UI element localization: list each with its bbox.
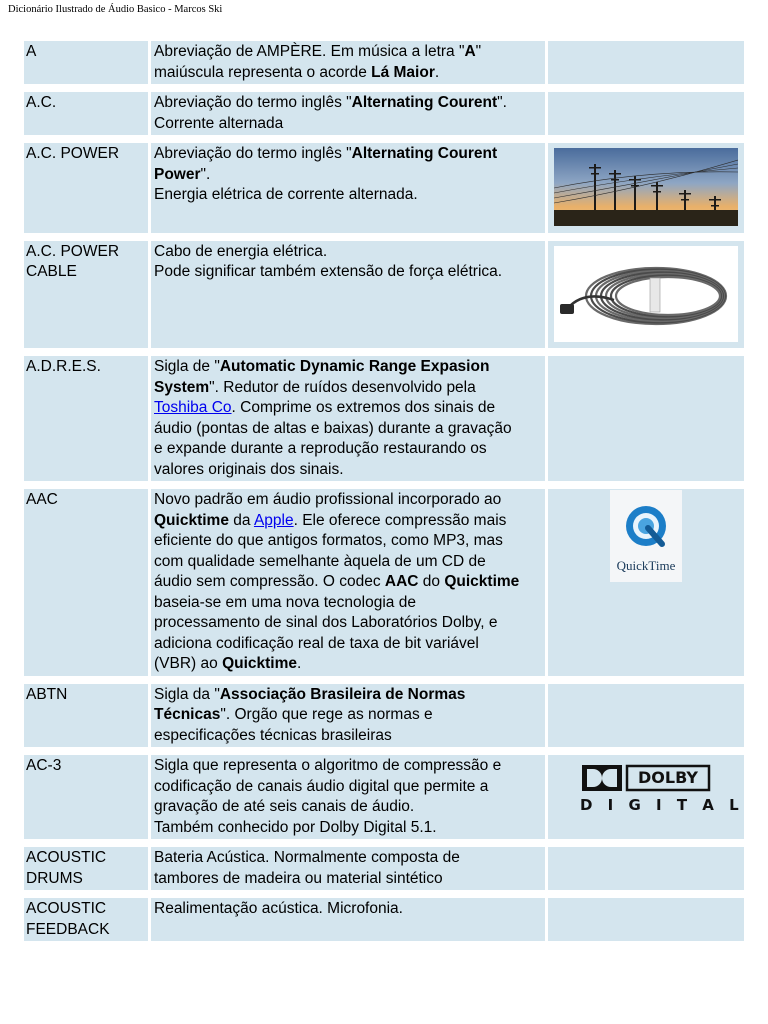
glossary-row	[24, 92, 744, 135]
definition-line	[154, 869, 543, 890]
definition-text: . Ele oferece compressão mais	[293, 511, 507, 529]
definition-text: . Comprime os extremos dos sinais de	[231, 399, 496, 416]
glossary-definition	[151, 143, 548, 233]
glossary-row	[24, 684, 744, 748]
glossary-row	[24, 356, 744, 481]
glossary-row	[24, 143, 744, 233]
term-line: ACOUSTIC	[26, 900, 107, 917]
dolby-logo-text: DOLBY	[638, 768, 698, 787]
definition-line	[154, 63, 543, 84]
term-line: A.C.	[26, 94, 57, 111]
glossary-illustration-cell	[548, 755, 744, 839]
definition-text: Sigla que representa o algoritmo de compressão e	[154, 757, 502, 774]
definition-text: maiúscula representa o acorde	[154, 63, 372, 81]
definition-link[interactable]: Apple	[253, 511, 294, 529]
definition-text: ".	[200, 165, 211, 183]
definition-line	[154, 439, 543, 460]
definition-text: áudio sem compressão. O codec	[154, 573, 385, 590]
definition-text: eficiente do que antigos formatos, como MP3, mas	[154, 532, 503, 549]
definition-line	[154, 165, 543, 186]
definition-text: baseia-se em uma nova tecnologia de	[154, 593, 416, 611]
glossary-term	[24, 92, 151, 135]
glossary-illustration-cell	[548, 898, 744, 941]
glossary-definition	[151, 755, 548, 839]
definition-text: Energia elétrica de corrente alternada.	[154, 186, 418, 203]
definition-text: Abreviação do termo inglês "	[154, 145, 352, 162]
definition-bold-text: AAC	[384, 573, 419, 590]
glossary-row	[24, 755, 744, 839]
definition-line	[154, 511, 543, 532]
definition-bold-text: Associação Brasileira de Normas	[219, 685, 466, 703]
definition-line	[154, 357, 543, 378]
definition-line	[154, 654, 543, 675]
definition-text: adiciona codificação real de taxa de bit variável	[154, 634, 479, 652]
definition-line	[154, 460, 543, 481]
glossary-term	[24, 684, 151, 748]
definition-text: ". Orgão que rege as normas e	[220, 706, 433, 723]
definition-line	[154, 185, 543, 206]
glossary-term	[24, 241, 151, 349]
glossary-term	[24, 489, 151, 676]
definition-text: Bateria Acústica. Normalmente composta de	[154, 849, 460, 866]
definition-bold-text: Técnicas	[154, 706, 221, 723]
dolby-digital-logo	[580, 763, 744, 815]
glossary-row	[24, 847, 744, 890]
definition-line	[154, 419, 543, 440]
definition-bold-text: Quicktime	[444, 573, 520, 590]
term-line: A.C. POWER	[26, 145, 120, 162]
definition-line	[154, 848, 543, 869]
term-line: CABLE	[26, 263, 77, 280]
definition-text: valores originais dos sinais.	[154, 460, 344, 478]
term-line: A.D.R.E.S.	[26, 358, 101, 375]
definition-bold-text: Automatic Dynamic Range Expasion	[219, 358, 490, 375]
glossary-term	[24, 898, 151, 941]
definition-line	[154, 572, 543, 593]
definition-text: .	[297, 655, 302, 672]
definition-text: Cabo de energia elétrica.	[154, 242, 328, 260]
glossary-term	[24, 143, 151, 233]
definition-bold-text: A	[464, 43, 476, 60]
glossary-term	[24, 755, 151, 839]
glossary-table	[24, 33, 744, 949]
glossary-illustration-cell	[548, 92, 744, 135]
quicktime-logo	[610, 490, 682, 582]
term-line: DRUMS	[26, 869, 83, 887]
definition-text: do	[418, 573, 445, 590]
definition-text: áudio (pontas de altas e baixas) durante a gravação	[154, 419, 512, 437]
glossary-definition	[151, 489, 548, 676]
power-lines-photo	[554, 148, 738, 226]
definition-bold-text: Lá Maior	[371, 63, 435, 81]
definition-line	[154, 726, 543, 747]
definition-line	[154, 114, 543, 135]
definition-text: Abreviação do termo inglês "	[154, 94, 352, 111]
glossary-illustration-cell	[548, 489, 744, 676]
definition-line	[154, 685, 543, 706]
definition-text: gravação de até seis canais de áudio.	[154, 798, 415, 815]
dolby-digital-subtext: D I G I T A L	[580, 796, 744, 814]
term-line: AC-3	[26, 757, 62, 774]
term-line: A	[26, 43, 37, 60]
definition-text: Corrente alternada	[154, 114, 284, 132]
glossary-definition	[151, 41, 548, 84]
definition-text: Sigla de "	[154, 358, 220, 375]
definition-text: (VBR) ao	[154, 655, 223, 672]
term-line: A.C. POWER	[26, 242, 120, 260]
definition-bold-text: Quicktime	[154, 511, 229, 529]
definition-bold-text: Power	[154, 165, 201, 183]
definition-line	[154, 42, 543, 63]
glossary-term	[24, 41, 151, 84]
definition-line	[154, 797, 543, 818]
definition-text: Novo padrão em áudio profissional incorporado ao	[154, 491, 502, 508]
definition-bold-text: Alternating Courent	[351, 94, 498, 111]
glossary-illustration-cell	[548, 41, 744, 84]
glossary-definition	[151, 241, 548, 349]
definition-text: Também conhecido por Dolby Digital 5.1.	[154, 818, 437, 836]
definition-text: Realimentação acústica. Microfonia.	[154, 900, 403, 917]
definition-line	[154, 634, 543, 655]
definition-text: tambores de madeira ou material sintético	[154, 869, 443, 887]
definition-line	[154, 378, 543, 399]
definition-text: com qualidade semelhante àquela de um CD de	[154, 552, 486, 570]
glossary-definition	[151, 847, 548, 890]
definition-link[interactable]: Toshiba Co	[154, 399, 232, 416]
quicktime-logo-text: QuickTime	[616, 558, 676, 573]
definition-line	[154, 552, 543, 573]
definition-bold-text: Quicktime	[222, 655, 298, 672]
definition-line	[154, 262, 543, 283]
definition-bold-text: System	[154, 378, 210, 396]
glossary-illustration-cell	[548, 684, 744, 748]
definition-text: "	[475, 43, 482, 60]
term-line: FEEDBACK	[26, 920, 110, 938]
glossary-term	[24, 356, 151, 481]
definition-text: ". Redutor de ruídos desenvolvido pela	[209, 378, 476, 396]
glossary-row	[24, 489, 744, 676]
page-header-title: Dicionário Ilustrado de Áudio Basico - Marcos Ski	[8, 4, 223, 15]
power-cable-photo	[554, 246, 738, 342]
glossary-row	[24, 241, 744, 349]
definition-text: processamento de sinal dos Laboratórios Dolby, e	[154, 614, 498, 631]
glossary-definition	[151, 356, 548, 481]
glossary-row	[24, 41, 744, 84]
definition-text: Sigla da "	[154, 685, 220, 703]
definition-line	[154, 531, 543, 552]
term-line: ACOUSTIC	[26, 849, 107, 866]
definition-text: Abreviação de AMPÈRE. Em música a letra "	[154, 43, 465, 60]
definition-line	[154, 593, 543, 614]
glossary-definition	[151, 898, 548, 941]
glossary-term	[24, 847, 151, 890]
definition-text: e expande durante a reprodução restaurando os	[154, 440, 487, 457]
definition-line	[154, 777, 543, 798]
glossary-definition	[151, 684, 548, 748]
definition-line	[154, 818, 543, 839]
glossary-illustration-cell	[548, 241, 744, 349]
glossary-illustration-cell	[548, 143, 744, 233]
term-line: AAC	[26, 491, 58, 508]
definition-text: .	[434, 63, 440, 81]
definition-line	[154, 705, 543, 726]
definition-bold-text: Alternating Courent	[351, 145, 498, 162]
definition-line	[154, 398, 543, 419]
definition-line	[154, 490, 543, 511]
term-line: ABTN	[26, 685, 68, 703]
glossary-definition	[151, 92, 548, 135]
definition-text: codificação de canais áudio digital que permite a	[154, 777, 489, 795]
glossary-illustration-cell	[548, 847, 744, 890]
definition-text: Pode significar também extensão de força elétrica.	[154, 263, 503, 280]
glossary-illustration-cell	[548, 356, 744, 481]
definition-line	[154, 756, 543, 777]
definition-text: especificações técnicas brasileiras	[154, 726, 392, 744]
definition-line	[154, 242, 543, 263]
definition-text: da	[228, 511, 254, 529]
definition-text: ".	[497, 94, 507, 111]
glossary-row	[24, 898, 744, 941]
definition-line	[154, 899, 543, 920]
definition-line	[154, 144, 543, 165]
definition-line	[154, 613, 543, 634]
definition-line	[154, 93, 543, 114]
